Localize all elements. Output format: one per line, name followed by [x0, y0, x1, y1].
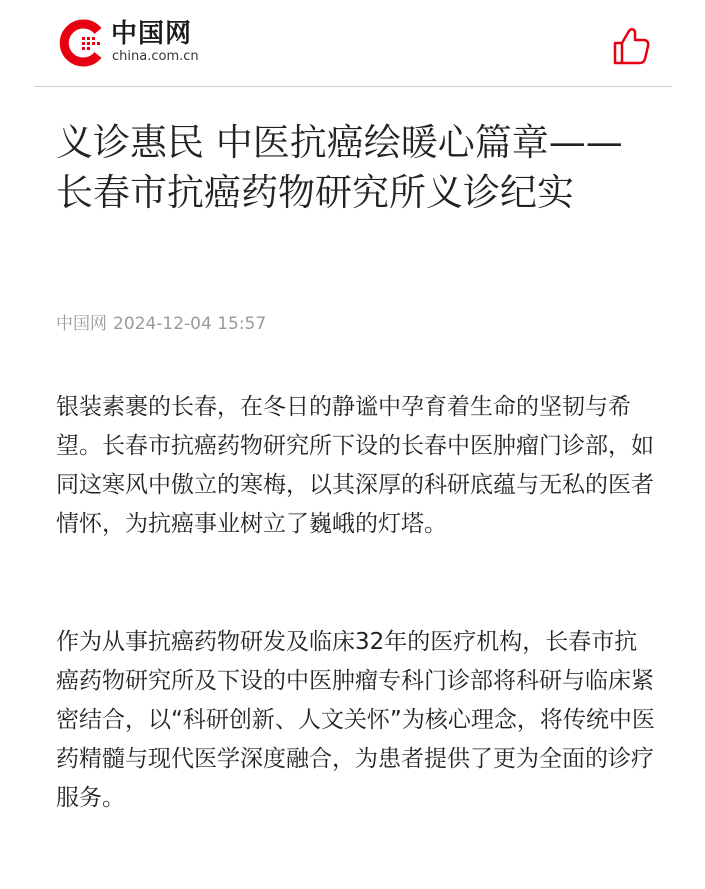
- like-button[interactable]: [612, 26, 650, 66]
- article-source[interactable]: 中国网: [56, 314, 107, 334]
- china-net-logo-icon: [58, 19, 106, 67]
- article-title: 义诊惠民 中医抗癌绘暖心篇章——长春市抗癌药物研究所义诊纪实: [56, 121, 623, 214]
- logo-text: 中国网: [111, 19, 193, 49]
- page-header: [34, 0, 672, 87]
- article-meta: [56, 313, 266, 335]
- article-paragraph-1: 银装素裹的长春，在冬日的静谧中孕育着生命的坚韧与希望。长春市抗癌药物研究所下设的长春中医肿瘤门诊部，如同这寒风中傲立的寒梅，以其深厚的科研底蕴与无私的医者情怀，为抗癌事业树立了巍峨的灯塔。: [56, 394, 654, 537]
- article-datetime: 2024-12-04 15:57: [113, 314, 267, 334]
- article-paragraph-2: 作为从事抗癌药物研发及临床32年的医疗机构，长春市抗癌药物研究所及下设的中医肿瘤专科门诊部将科研与临床紧密结合，以“科研创新、人文关怀”为核心理念，将传统中医药精髓与现代医学深度融合，为患者提供了更为全面的诊疗服务。: [56, 629, 655, 811]
- thumbs-up-icon: [612, 26, 650, 66]
- site-logo[interactable]: [58, 18, 218, 68]
- logo-domain: china.com.cn: [112, 49, 199, 64]
